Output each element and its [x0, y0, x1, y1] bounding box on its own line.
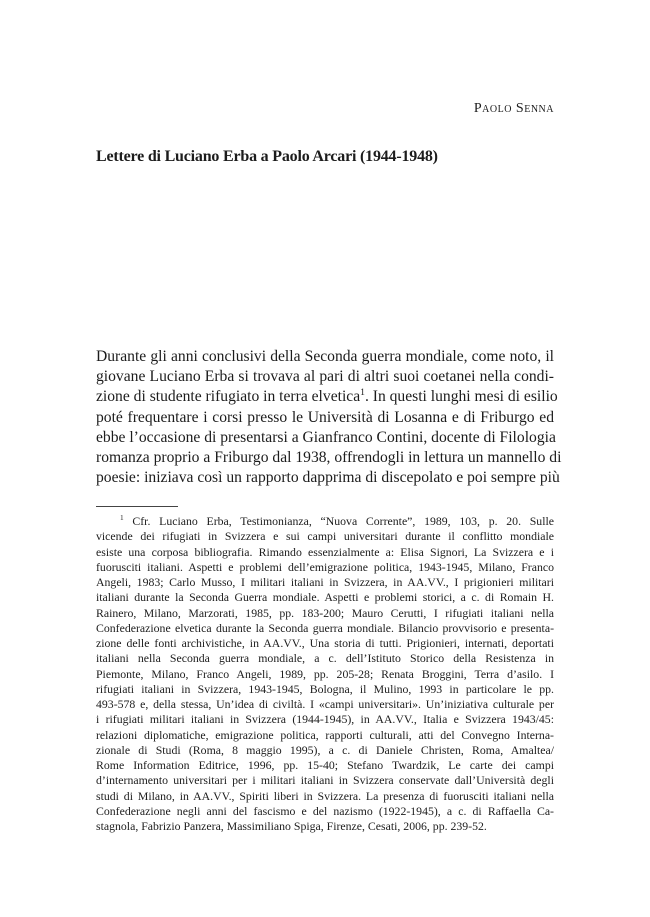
body-line: romanza proprio a Friburgo dal 1938, offrendogli in lettura un mannello di: [96, 449, 562, 467]
footnote-line: zionale di Studi (Roma, 8 maggio 1995), a c. di Daniele Christen, Roma, Amaltea/: [96, 742, 554, 757]
footnote-line: 493-578 e, della stessa, Un’idea di civiltà. I «campi universitari». Un’iniziativa culturale per: [96, 697, 554, 711]
body-line: poesie: iniziava così un rapporto dapprima di discepolato e poi sempre più: [96, 469, 560, 487]
author-name: Paolo Senna: [473, 101, 554, 116]
footnote-line: $^1$ Cfr. Luciano Erba, Testimonianza, “Nuova Corrente”, 1989, 103, p. 20. Sulle: [120, 514, 554, 528]
footnote-line: studi di Milano, in AA.VV., Spiriti liberi in Svizzera. La presenza di fuorusciti italiani nella: [96, 788, 554, 803]
footnote-line: Confederazione elvetica durante la Seconda guerra mondiale. Bilancio provvisorio e presenta-: [96, 620, 554, 635]
footnote-line: relazioni diplomatiche, emigrazione politica, rapporti culturali, atti del Convegno Interna-: [96, 727, 554, 742]
body-line: giovane Luciano Erba si trovava al pari di altri suoi coetanei nella condi-: [96, 368, 554, 386]
footnote-marker: 1: [120, 514, 124, 523]
body-line: poté frequentare i corsi presso le Università di Losanna e di Friburgo ed: [96, 408, 554, 426]
footnote-line: Piemonte, Milano, Franco Angeli, 1989, pp. 205-28; Renata Broggini, Terra d’asilo. I: [96, 666, 554, 681]
footnote-line: vicende dei rifugiati in Svizzera e sui campi universitari durante il conflitto mondiale: [96, 529, 554, 544]
body-line: Durante gli anni conclusivi della Seconda guerra mondiale, come noto, il: [96, 348, 554, 365]
body-line: [96, 387, 558, 407]
footnote-line: esiste una corposa bibliografia. Rimando essenzialmente a: Elisa Signori, La Svizzera e i: [96, 544, 554, 559]
article-title: Lettere di Luciano Erba a Paolo Arcari (1944-1948): [96, 148, 438, 165]
footnote-line: Angeli, 1983; Carlo Musso, I militari italiani in Svizzera, in AA.VV., I prigionieri militari: [96, 575, 554, 589]
body-line-text: zione di studente rifugiato in terra elvetica: [96, 388, 361, 406]
footnote-line: i rifugiati militari italiani in Svizzera (1944-1945), in AA.VV., Italia e Svizzera 1943/45:: [96, 712, 554, 727]
footnote-line: fuorusciti italiani. Aspetti e problemi dell’emigrazione politica, 1943-1945, Milano, Franco: [96, 559, 554, 574]
body-text: [96, 347, 562, 488]
footnote-line: italiani durante la Seconda Guerra mondiale. Aspetti e problemi storici, a c. di Romain H.: [96, 590, 554, 605]
footnote-line: stagnola, Fabrizio Panzera, Massimiliano Spiga, Firenze, Cesati, 2006, pp. 239-52.: [96, 819, 487, 833]
footnote-reference[interactable]: 1: [360, 387, 365, 399]
footnote-line: d’internamento universitari per i militari italiani in Svizzera conservate dall’Università degli: [96, 773, 554, 788]
footnote-line: Rome Information Editrice, 1996, pp. 15-40; Stefano Twardzik, Le carte dei campi: [96, 758, 554, 772]
body-line-text: . In questi lunghi mesi di esilio: [364, 388, 558, 406]
body-line: ebbe l’occasione di presentarsi a Gianfranco Contini, docente di Filologia: [96, 428, 556, 446]
footnote-separator: [96, 506, 178, 507]
footnote: [96, 514, 554, 834]
footnote-line: Rainero, Milano, Marzorati, 1985, pp. 183-200; Mauro Cerutti, I rifugiati italiani nella: [96, 605, 554, 620]
footnote-line: italiani nella Seconda guerra mondiale, a c. dell’Istituto Storico della Resistenza in: [96, 651, 554, 666]
footnote-line: Confederazione negli anni del fascismo e del nazismo (1922-1945), a c. di Raffaella Ca-: [96, 803, 554, 818]
footnote-line: zione delle fonti archivistiche, in AA.VV., Una storia di tutti. Prigionieri, internati, deportati: [96, 636, 554, 650]
footnote-line: rifugiati italiani in Svizzera, 1943-1945, Bologna, il Mulino, 1993 in particolare le pp.: [96, 681, 554, 696]
